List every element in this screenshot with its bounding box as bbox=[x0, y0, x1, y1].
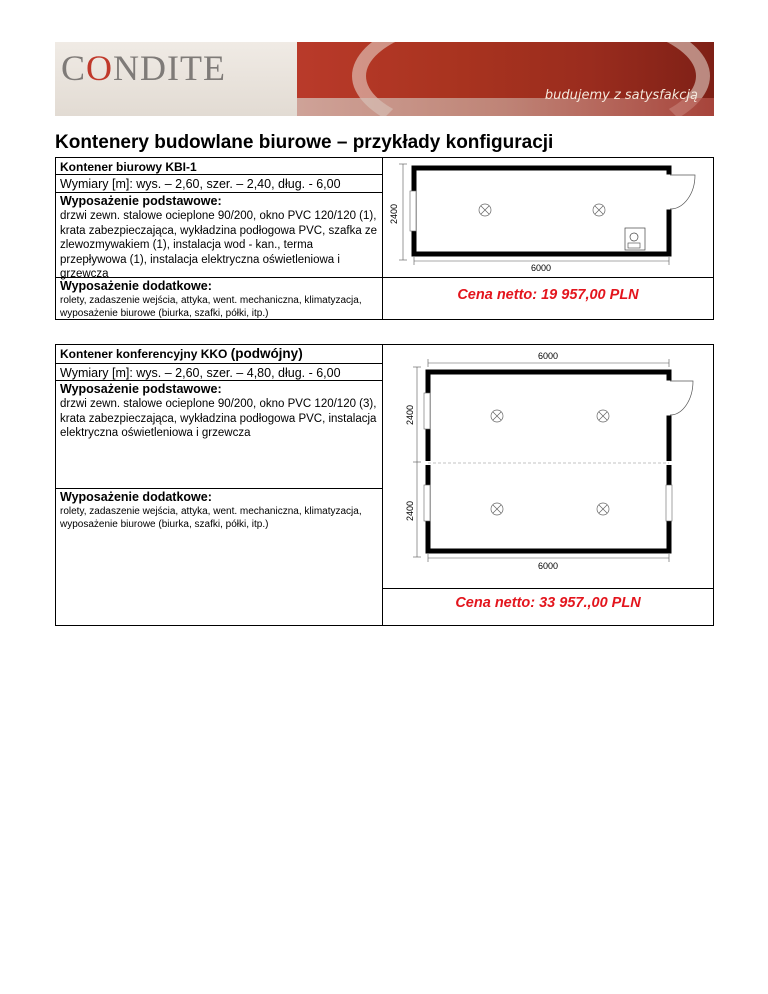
kko-name-row bbox=[56, 345, 382, 364]
kbi1-basic-text: drzwi zewn. stalowe ocieplone 90/200, okno PVC 120/120 (1), krata zabezpieczająca, wykładzina podłogowa PVC, szafka ze zlewozmywakiem (1), instalacja wod - kan., terma przepływowa (1), instalacja elektryczna oświetleniowa i grzewcza bbox=[60, 210, 378, 280]
kbi1-dimensions-row bbox=[56, 175, 382, 193]
kko-dimensions-row bbox=[56, 364, 382, 381]
kbi1-width-label: 6000 bbox=[530, 263, 552, 273]
kko-lamp-2 bbox=[597, 410, 609, 422]
kbi1-plan-drawing bbox=[383, 158, 713, 277]
condite-logo[interactable]: CONDITE bbox=[61, 48, 226, 88]
kko-price: Cena netto: 33 957.,00 PLN bbox=[455, 595, 641, 611]
kbi1-container-walls bbox=[414, 168, 669, 254]
container-section-kbi1 bbox=[55, 157, 714, 320]
kko-upper-height-label: 2400 bbox=[405, 404, 415, 425]
kbi1-description bbox=[56, 158, 383, 319]
kko-lamp-1 bbox=[491, 410, 503, 422]
kko-extra-equipment bbox=[56, 489, 382, 626]
kbi1-extra-heading: Wyposażenie dodatkowe: bbox=[60, 279, 212, 293]
kko-extra-text: rolety, zadaszenie wejścia, attyka, went. mechaniczna, klimatyzacja, wyposażenie biurowe (biurka, szafki, półki, itp.) bbox=[60, 506, 362, 530]
kbi1-extra-equipment bbox=[56, 278, 382, 320]
kbi1-price: Cena netto: 19 957,00 PLN bbox=[457, 287, 639, 303]
kbi1-lamp-2 bbox=[593, 204, 605, 216]
kbi1-basic-equipment bbox=[56, 193, 382, 278]
kko-window-2 bbox=[424, 485, 430, 521]
kko-upper-module-walls bbox=[428, 372, 669, 461]
kko-basic-heading: Wyposażenie podstawowe: bbox=[60, 382, 222, 396]
kko-floor-plan bbox=[383, 345, 713, 589]
kbi1-height-label: 2400 bbox=[389, 203, 399, 224]
kko-bottom-width-label: 6000 bbox=[537, 561, 559, 571]
container-section-kko bbox=[55, 344, 714, 626]
kko-door bbox=[670, 381, 693, 415]
kko-dimensions: Wymiary [m]: wys. – 2,60, szer. – 4,80, dług. - 6,00 bbox=[60, 366, 341, 380]
banner-photo bbox=[297, 42, 714, 116]
kko-lamp-3 bbox=[491, 503, 503, 515]
kko-lower-height-label: 2400 bbox=[405, 500, 415, 521]
tagline: budujemy z satysfakcją bbox=[544, 88, 698, 103]
kko-basic-equipment bbox=[56, 381, 382, 489]
kko-lamp-4 bbox=[597, 503, 609, 515]
page-title: Kontenery budowlane biurowe – przykłady konfiguracji bbox=[55, 132, 554, 153]
kko-window-1 bbox=[424, 393, 430, 429]
kko-plan-column bbox=[383, 345, 713, 625]
kko-lower-module-walls bbox=[428, 465, 669, 551]
kbi1-door bbox=[670, 175, 695, 209]
kko-name: Kontener konferencyjny KKO (podwójny) bbox=[60, 346, 303, 361]
kko-basic-text: drzwi zewn. stalowe ocieplone 90/200, okno PVC 120/120 (3), krata zabezpieczająca, wykładzina podłogowa PVC, instalacja elektryczna oświetleniowa i grzewcza bbox=[60, 398, 377, 439]
kko-extra-heading: Wyposażenie dodatkowe: bbox=[60, 490, 212, 504]
kbi1-floor-plan bbox=[383, 158, 713, 278]
kbi1-sink bbox=[625, 228, 645, 250]
kbi1-dimensions: Wymiary [m]: wys. – 2,60, szer. – 2,40, dług. - 6,00 bbox=[60, 177, 341, 191]
kko-plan-drawing bbox=[383, 345, 713, 588]
kbi1-window bbox=[410, 191, 416, 231]
kbi1-lamp-1 bbox=[479, 204, 491, 216]
kko-top-width-label: 6000 bbox=[537, 351, 559, 361]
kbi1-basic-heading: Wyposażenie podstawowe: bbox=[60, 194, 222, 208]
kko-description bbox=[56, 345, 383, 625]
kbi1-name-row bbox=[56, 158, 382, 175]
kko-window-3 bbox=[666, 485, 672, 521]
kbi1-extra-text: rolety, zadaszenie wejścia, attyka, went. mechaniczna, klimatyzacja, wyposażenie biurowe (biurka, szafki, półki, itp.) bbox=[60, 295, 362, 319]
kbi1-name: Kontener biurowy KBI-1 bbox=[60, 160, 197, 174]
logo-area bbox=[55, 42, 297, 116]
kbi1-plan-column bbox=[383, 158, 713, 319]
header-banner bbox=[55, 42, 714, 116]
